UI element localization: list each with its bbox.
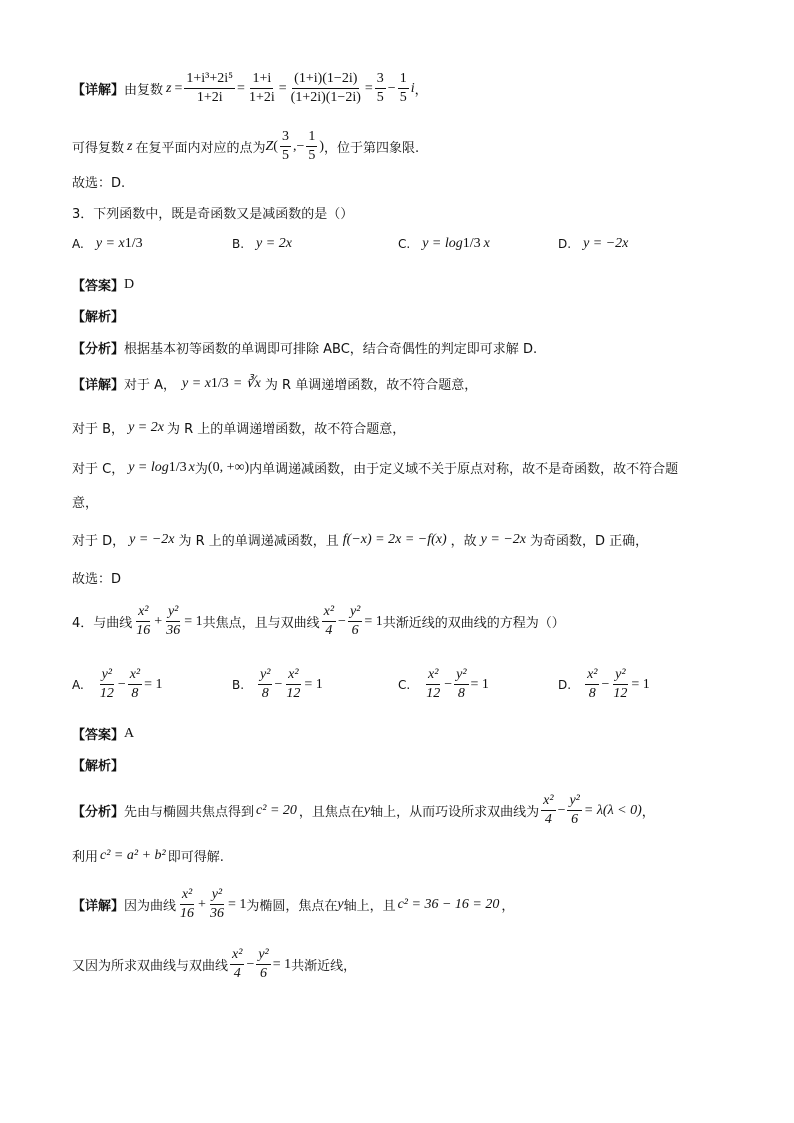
minus: − — [246, 956, 255, 972]
numerator: 1 — [306, 128, 317, 147]
fraction-5 — [398, 70, 409, 107]
text: 先由与椭圆共焦点得到 — [124, 805, 255, 820]
jiexi-tag: 【解析】 — [72, 310, 125, 325]
q4-option-a — [72, 666, 163, 703]
minus: − — [387, 80, 396, 96]
paren-open: ( — [273, 138, 278, 154]
denominator: 12 — [426, 686, 441, 701]
denominator: 8 — [131, 686, 139, 701]
equals-one: = 1 — [184, 613, 203, 629]
separator: ,− — [292, 138, 305, 154]
expr: y = −2x — [129, 531, 175, 547]
denominator: 8 — [588, 686, 596, 701]
q4-detail-2 — [72, 946, 356, 983]
var-z: z — [166, 80, 172, 96]
equals-one: = 1 — [470, 676, 489, 692]
text: 在复平面内对应的点为 — [135, 141, 266, 156]
q4-detail — [72, 886, 514, 923]
fraction-a — [280, 128, 291, 165]
frac — [541, 792, 555, 829]
frac — [454, 666, 468, 703]
text: ，故 — [450, 534, 477, 549]
answer-tag: 【答案】 — [72, 279, 125, 294]
text: 内单调递减函数，由于定义域不关于原点对称，故不是奇函数，故不符合题 — [249, 462, 679, 477]
option-label: A. — [72, 677, 84, 692]
numerator: x² — [128, 666, 142, 685]
text: 为椭圆，焦点在 — [246, 899, 338, 914]
text: 共焦点，且与双曲线 — [202, 616, 320, 631]
punct: ， — [501, 899, 515, 914]
frac — [567, 792, 581, 829]
q3-option-d — [558, 236, 628, 252]
frac — [585, 666, 599, 703]
punct: ， — [414, 83, 428, 98]
frac — [208, 886, 226, 923]
expr: c² = 36 − 16 = 20 — [397, 896, 500, 912]
expr: = λ(λ < 0) — [583, 802, 642, 818]
denominator: 36 — [166, 623, 181, 638]
denominator: 6 — [351, 623, 359, 638]
frac — [424, 666, 442, 703]
detail-tag: 【详解】 — [72, 83, 125, 98]
q4-option-b — [232, 666, 323, 703]
q3-fenxi — [72, 338, 537, 357]
log-arg: x — [188, 459, 195, 475]
minus: − — [601, 676, 610, 692]
numerator: x² — [180, 886, 194, 905]
numerator: y² — [454, 666, 468, 685]
q3-answer — [72, 275, 134, 294]
text: 为奇函数，D 正确， — [530, 534, 649, 549]
q4-jiexi — [72, 755, 124, 774]
numerator: x² — [541, 792, 555, 811]
denominator: 8 — [261, 686, 269, 701]
fenxi-tag: 【分析】 — [72, 805, 125, 820]
denominator: 12 — [613, 686, 628, 701]
frac — [322, 603, 336, 640]
numerator: y² — [166, 603, 180, 622]
expr: y = log — [128, 459, 169, 475]
log-arg: x — [483, 236, 490, 251]
option-expr: y = 2 — [256, 236, 286, 251]
q3-title — [72, 203, 353, 222]
point-Z: Z — [265, 138, 274, 154]
answer-value: D — [124, 276, 135, 292]
equals-one: = 1 — [631, 676, 650, 692]
option-label: D. — [558, 237, 572, 251]
option-label: C. — [398, 237, 411, 251]
option-expr: y = −2x — [583, 236, 629, 251]
numerator: x² — [230, 946, 244, 965]
numerator: (1+i)(1−2i) — [292, 70, 359, 89]
text: 为 R 上的单调递减函数，且 — [178, 534, 339, 549]
denominator: 5 — [376, 90, 384, 105]
q3-detail-a: 【详解】 对于 A， y = x 1/3 = ∛x 为 R 单调递增函数，故不符合题意， — [72, 375, 478, 393]
frac — [256, 946, 270, 983]
text: 为 R 上的单调递增函数，故不符合题意， — [166, 422, 406, 437]
denominator: 6 — [571, 812, 579, 827]
q3-jiexi — [72, 306, 124, 325]
q4-option-c — [398, 666, 489, 703]
equals-one: = 1 — [364, 613, 383, 629]
select-text: 故选：D — [72, 572, 122, 587]
numerator: 1 — [398, 70, 409, 89]
answer-tag: 【答案】 — [72, 728, 125, 743]
frac — [230, 946, 244, 983]
fraction-3 — [289, 70, 363, 107]
text: ，位于第四象限. — [324, 141, 420, 156]
q3-option-b: B. y = 2 x — [232, 236, 292, 251]
equals: = — [237, 80, 245, 96]
denominator: 5 — [281, 148, 289, 163]
denominator: 1+2i — [248, 90, 275, 105]
denominator: 4 — [233, 966, 241, 981]
text: 共渐近线的双曲线的方程为（） — [382, 616, 565, 631]
numerator: y² — [258, 666, 272, 685]
denominator: 4 — [325, 623, 333, 638]
text: 意， — [72, 496, 99, 511]
expr: y = x — [182, 375, 211, 391]
punct: ， — [641, 805, 655, 820]
expr: c² = a² + b² — [100, 847, 166, 863]
q3-option-c: C. y = log 1/3 x — [398, 236, 490, 251]
denominator: 4 — [544, 812, 552, 827]
frac — [98, 666, 116, 703]
plus: + — [154, 613, 163, 629]
detail-tag: 【详解】 — [72, 378, 125, 393]
minus: − — [444, 676, 453, 692]
text: 对于 C， — [72, 462, 125, 477]
frac — [164, 603, 182, 640]
equals: = — [278, 80, 287, 96]
select-line — [72, 172, 125, 191]
denominator: 36 — [209, 906, 224, 921]
denominator: 12 — [286, 686, 301, 701]
q4-fenxi-2 — [72, 846, 224, 865]
minus: − — [338, 613, 346, 629]
numerator: y² — [100, 666, 114, 685]
text: 利用 — [72, 850, 99, 865]
minus: − — [274, 676, 283, 692]
minus: − — [557, 802, 566, 818]
q3-detail-c: 对于 C， y = log 1/3 x 为 (0, +∞) 内单调递减函数，由于定义域不关于原点对称，故不是奇函数，故不符合题 — [72, 459, 679, 477]
interval: (0, +∞) — [207, 459, 250, 475]
denominator: 6 — [260, 966, 268, 981]
fraction-4 — [375, 70, 386, 107]
frac — [258, 666, 272, 703]
text: 为 — [194, 462, 208, 477]
q4-answer — [72, 724, 134, 743]
denominator: 16 — [180, 906, 195, 921]
numerator: y² — [210, 886, 224, 905]
numerator: 1+i — [250, 70, 273, 89]
denominator: 16 — [136, 623, 151, 638]
expr: f(−x) = 2x = −f(x) — [342, 531, 447, 547]
frac — [284, 666, 302, 703]
jiexi-tag: 【解析】 — [72, 759, 125, 774]
frac — [128, 666, 142, 703]
text: 共渐近线， — [291, 959, 357, 974]
numerator: y² — [256, 946, 270, 965]
text: 可得复数 — [72, 141, 125, 156]
text: 轴上，从而巧设所求双曲线为 — [370, 805, 540, 820]
q3-option-a: A. y = x 1/3 — [72, 236, 143, 251]
imag-unit: i — [410, 80, 415, 96]
numerator: 1+i³+2i⁵ — [184, 70, 235, 89]
q4-title — [72, 603, 565, 640]
equals: = — [364, 80, 373, 96]
option-expr: y = log — [422, 236, 463, 251]
answer-value: A — [124, 725, 135, 741]
equals: = — [174, 80, 183, 96]
numerator: y² — [613, 666, 627, 685]
q3-title-text: 3．下列函数中，既是奇函数又是减函数的是（） — [72, 207, 354, 222]
expr: = ∛x — [232, 376, 261, 391]
text: 对于 A， — [124, 378, 177, 393]
equals-one: = 1 — [144, 676, 163, 692]
fenxi-tag: 【分析】 — [72, 342, 125, 357]
equals-one: = 1 — [304, 676, 323, 692]
expr: c² = 20 — [256, 802, 297, 818]
detail-line-2 — [72, 128, 419, 165]
text: 轴上，且 — [343, 899, 396, 914]
numerator: x² — [585, 666, 599, 685]
q4-option-d — [558, 666, 650, 703]
text: 对于 D， — [72, 534, 126, 549]
equals-one: = 1 — [227, 896, 247, 912]
plus: + — [198, 896, 206, 912]
select-text: 故选：D. — [72, 176, 126, 191]
denominator: 8 — [457, 686, 465, 701]
text: 即可得解. — [167, 850, 224, 865]
option-label: C. — [398, 677, 411, 692]
numerator: x² — [136, 603, 150, 622]
expr: y = −2x — [480, 531, 526, 547]
text: 对于 B， — [72, 422, 125, 437]
denominator: 12 — [99, 686, 114, 701]
fenxi-text: 根据基本初等函数的单调即可排除 ABC，结合奇偶性的判定即可求解 D. — [124, 342, 538, 357]
denominator: (1+2i)(1−2i) — [290, 90, 361, 105]
numerator: x² — [322, 603, 336, 622]
q3-detail-d — [72, 530, 648, 549]
var-z: z — [127, 138, 133, 154]
denominator: 5 — [399, 90, 407, 105]
frac — [134, 603, 152, 640]
q4-fenxi — [72, 792, 655, 829]
minus: − — [117, 676, 126, 692]
numerator: 3 — [280, 128, 291, 147]
option-label: A. — [72, 237, 84, 251]
text: ，且焦点在 — [298, 805, 364, 820]
denominator: 5 — [308, 148, 316, 163]
detail-tag: 【详解】 — [72, 899, 125, 914]
frac — [348, 603, 362, 640]
text: 又因为所求双曲线与双曲线 — [72, 959, 229, 974]
q3-detail-c-cont — [72, 492, 98, 511]
option-label: D. — [558, 677, 572, 692]
text: 因为曲线 — [124, 899, 177, 914]
numerator: y² — [348, 603, 362, 622]
paren-close: ) — [319, 138, 325, 154]
text: 为 R 单调递增函数，故不符合题意， — [264, 378, 478, 393]
fraction-1 — [184, 70, 235, 107]
expr: y = 2 — [128, 419, 158, 435]
option-expr: y = x — [95, 236, 125, 251]
text: 4．与曲线 — [72, 616, 133, 631]
option-label: B. — [232, 677, 245, 692]
text: 由复数 — [124, 83, 164, 98]
fraction-2 — [247, 70, 277, 107]
var-y: y — [337, 896, 344, 912]
numerator: 3 — [375, 70, 386, 89]
numerator: y² — [567, 792, 581, 811]
var-y: y — [363, 802, 371, 818]
fraction-b — [306, 128, 317, 165]
numerator: x² — [286, 666, 300, 685]
numerator: x² — [426, 666, 440, 685]
q3-detail-b: 对于 B， y = 2 x 为 R 上的单调递增函数，故不符合题意， — [72, 419, 406, 437]
q3-select — [72, 568, 121, 587]
frac — [178, 886, 196, 923]
detail-line-1 — [72, 70, 428, 107]
option-label: B. — [232, 237, 245, 251]
frac — [611, 666, 629, 703]
denominator: 1+2i — [196, 90, 223, 105]
equals-one: = 1 — [272, 956, 292, 972]
